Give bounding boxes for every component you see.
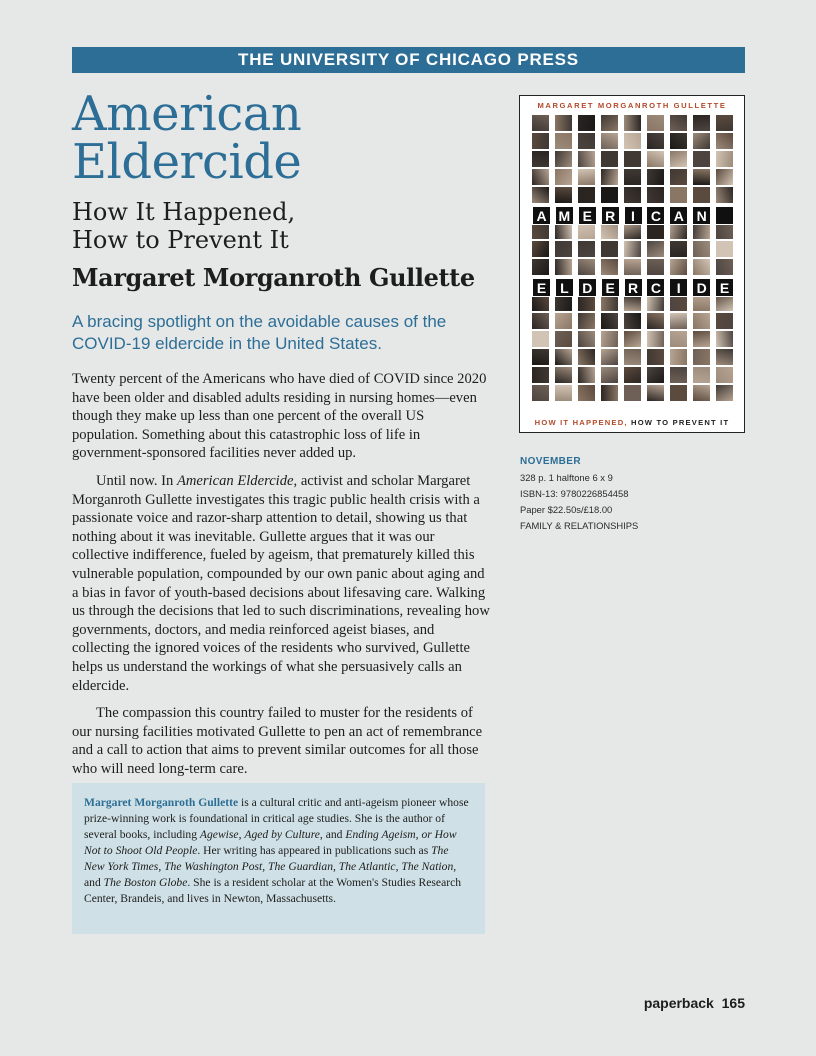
cover-photo-tile bbox=[647, 115, 664, 131]
cover-title-letter: C bbox=[646, 206, 665, 225]
cover-photo-tile bbox=[716, 133, 733, 149]
book-subtitle bbox=[72, 198, 492, 254]
cover-photo-tile bbox=[555, 349, 572, 365]
book-author: Margaret Morganroth Gullette bbox=[72, 263, 475, 292]
cover-photo-tile bbox=[693, 349, 710, 365]
bio-book: Ending Ageism, or How Not to Shoot Old People bbox=[84, 828, 457, 857]
cover-photo-tile bbox=[670, 133, 687, 149]
page-count: 328 p. 1 halftone 6 x 9 bbox=[520, 472, 613, 483]
cover-photo-tile bbox=[578, 331, 595, 347]
cover-title-american bbox=[532, 206, 734, 225]
cover-photo-tile bbox=[601, 187, 618, 203]
cover-title-eldercide bbox=[532, 278, 734, 297]
cover-photo-tile bbox=[578, 349, 595, 365]
cover-photo-tile bbox=[693, 241, 710, 257]
cover-photo-tile bbox=[670, 169, 687, 185]
cover-photo-tile bbox=[647, 187, 664, 203]
cover-photo-tile bbox=[670, 313, 687, 329]
cover-photo-tile bbox=[624, 349, 641, 365]
cover-photo-tile bbox=[624, 133, 641, 149]
cover-photo-tile bbox=[601, 133, 618, 149]
cover-photo-tile bbox=[647, 331, 664, 347]
author-bio bbox=[72, 783, 485, 934]
cover-photo-tile bbox=[693, 259, 710, 275]
section-label: paperback bbox=[643, 995, 714, 1011]
cover-photo-tile bbox=[532, 259, 549, 275]
cover-photo-tile bbox=[532, 133, 549, 149]
cover-photo-tile bbox=[555, 313, 572, 329]
cover-title-letter bbox=[715, 206, 734, 225]
cover-photo-tile bbox=[555, 133, 572, 149]
cover-photo-tile bbox=[716, 169, 733, 185]
cover-photo-tile bbox=[716, 187, 733, 203]
cover-photo-tile bbox=[624, 313, 641, 329]
cover-photo-tile bbox=[716, 241, 733, 257]
cover-photo-tile bbox=[647, 385, 664, 401]
cover-photo-tile bbox=[693, 313, 710, 329]
price: Paper $22.50s/£18.00 bbox=[520, 504, 613, 515]
cover-photo-tile bbox=[532, 331, 549, 347]
bio-publication: The Boston Globe bbox=[103, 876, 188, 889]
cover-photo-tile bbox=[532, 313, 549, 329]
cover-photo-tile bbox=[601, 385, 618, 401]
bio-book: Aged by Culture bbox=[244, 828, 320, 841]
bio-text: . Her writing has appeared in publications such as bbox=[197, 844, 432, 857]
cover-photo-tile bbox=[555, 115, 572, 131]
cover-photo-tile bbox=[670, 115, 687, 131]
cover-photo-tile bbox=[670, 241, 687, 257]
cover-subtitle bbox=[520, 418, 744, 427]
bio-publication: The Atlantic bbox=[338, 860, 396, 873]
cover-photo-tile bbox=[532, 367, 549, 383]
cover-title-letter: I bbox=[669, 278, 688, 297]
cover-photo-tile bbox=[601, 331, 618, 347]
cover-photo-tile bbox=[555, 367, 572, 383]
subtitle-line-1: How It Happened, bbox=[72, 198, 296, 226]
book-cover bbox=[519, 95, 745, 433]
bio-text: . She is a resident scholar at the Women's Studies Research Center, Brandeis, and lives in Newton, Massachusetts. bbox=[84, 876, 462, 905]
cover-photo-tile bbox=[624, 259, 641, 275]
cover-photo-tile bbox=[578, 385, 595, 401]
cover-photo-tile bbox=[578, 169, 595, 185]
cover-photo-tile bbox=[578, 313, 595, 329]
bio-text: , and bbox=[319, 828, 346, 841]
cover-photo-tile bbox=[532, 151, 549, 167]
cover-photo-tile bbox=[647, 367, 664, 383]
cover-photo-tile bbox=[716, 367, 733, 383]
cover-title-letter: M bbox=[555, 206, 574, 225]
description bbox=[72, 370, 490, 787]
cover-photo-tile bbox=[647, 169, 664, 185]
book-details bbox=[520, 454, 746, 534]
cover-title-letter: R bbox=[624, 278, 643, 297]
cover-photo-tile bbox=[601, 259, 618, 275]
cover-photo-tile bbox=[693, 187, 710, 203]
cover-photo-tile bbox=[693, 331, 710, 347]
bio-text: , bbox=[238, 828, 245, 841]
cover-photo-tile bbox=[670, 151, 687, 167]
description-paragraph-1: Twenty percent of the Americans who have died of COVID since 2020 have been older and disabled adults residing in nursing homes—even though they make up less than one percent of the overall US population. Something about this catastrophic loss of life in government-sponsored facilities never added up. bbox=[72, 371, 487, 462]
cover-photo-tile bbox=[555, 385, 572, 401]
cover-photo-tile bbox=[693, 115, 710, 131]
cover-photo-tile bbox=[555, 169, 572, 185]
cover-photo-tile bbox=[578, 259, 595, 275]
cover-photo-tile bbox=[532, 187, 549, 203]
cover-photo-tile bbox=[532, 385, 549, 401]
title-line-1: American bbox=[72, 86, 302, 142]
cover-photo-tile bbox=[716, 349, 733, 365]
cover-photo-tile bbox=[601, 115, 618, 131]
cover-photo-tile bbox=[601, 367, 618, 383]
cover-title-letter: A bbox=[669, 206, 688, 225]
cover-photo-tile bbox=[647, 133, 664, 149]
bio-publication: The Washington Post bbox=[164, 860, 263, 873]
bio-text: , and bbox=[84, 860, 457, 889]
cover-photo-tile bbox=[601, 241, 618, 257]
p2-book-title: American Eldercide bbox=[176, 472, 294, 489]
bio-text: , bbox=[333, 860, 339, 873]
cover-photo-tile bbox=[647, 313, 664, 329]
cover-photo-tile bbox=[670, 259, 687, 275]
cover-photo-tile bbox=[670, 385, 687, 401]
cover-photo-tile bbox=[624, 187, 641, 203]
cover-title-letter: R bbox=[601, 206, 620, 225]
bio-publication: The Guardian bbox=[268, 860, 333, 873]
cover-photo-tile bbox=[716, 223, 733, 239]
p2-lead: Until now. In bbox=[96, 472, 177, 489]
cover-photo-tile bbox=[670, 331, 687, 347]
cover-photo-tile bbox=[601, 169, 618, 185]
cover-photo-tile bbox=[578, 151, 595, 167]
cover-photo-tile bbox=[693, 367, 710, 383]
bio-book: Agewise bbox=[199, 828, 239, 841]
cover-photo-tile bbox=[601, 313, 618, 329]
tagline: A bracing spotlight on the avoidable causes of the COVID-19 eldercide in the United States. bbox=[72, 312, 447, 353]
page-footer bbox=[560, 995, 745, 1011]
cover-author: MARGARET MORGANROTH GULLETTE bbox=[537, 101, 727, 110]
cover-photo-tile bbox=[555, 151, 572, 167]
isbn: ISBN-13: 9780226854458 bbox=[520, 488, 629, 499]
publisher-banner: THE UNIVERSITY OF CHICAGO PRESS bbox=[72, 47, 745, 73]
bio-publication: The New York Times bbox=[84, 844, 449, 873]
cover-title-letter: I bbox=[624, 206, 643, 225]
cover-photo-tile bbox=[716, 313, 733, 329]
cover-photo-tile bbox=[601, 349, 618, 365]
cover-photo-tile bbox=[693, 151, 710, 167]
cover-photo-tile bbox=[578, 187, 595, 203]
description-paragraph-3: The compassion this country failed to muster for the residents of our nursing facilities motivated Gullette to pen an act of remembrance and a call to action that aims to prevent similar outcomes for all those who will need long-term care. bbox=[72, 705, 483, 777]
cover-title-letter: E bbox=[715, 278, 734, 297]
cover-title-letter: N bbox=[692, 206, 711, 225]
release-month: NOVEMBER bbox=[520, 456, 581, 467]
cover-subtitle-part-1: HOW IT HAPPENED, bbox=[534, 418, 628, 427]
cover-photo-tile bbox=[532, 349, 549, 365]
page-number: 165 bbox=[721, 995, 745, 1011]
cover-photo-tile bbox=[670, 187, 687, 203]
cover-title-letter: C bbox=[646, 278, 665, 297]
cover-title-letter: E bbox=[601, 278, 620, 297]
cover-photo-tile bbox=[647, 151, 664, 167]
cover-photo-tile bbox=[647, 349, 664, 365]
cover-photo-tile bbox=[555, 331, 572, 347]
cover-photo-grid bbox=[532, 115, 734, 412]
bio-text: , bbox=[262, 860, 269, 873]
cover-photo-tile bbox=[578, 115, 595, 131]
cover-photo-tile bbox=[624, 115, 641, 131]
cover-photo-tile bbox=[624, 241, 641, 257]
cover-photo-tile bbox=[555, 259, 572, 275]
cover-photo-tile bbox=[578, 367, 595, 383]
cover-photo-tile bbox=[693, 385, 710, 401]
cover-title-letter: E bbox=[532, 278, 551, 297]
cover-photo-tile bbox=[532, 169, 549, 185]
cover-photo-tile bbox=[716, 385, 733, 401]
bio-publication: The Nation bbox=[401, 860, 454, 873]
cover-title-letter: D bbox=[578, 278, 597, 297]
bio-text: is a cultural critic and anti-ageism pioneer whose prize-winning work is foundational in critical age studies. She is the author of several books, including bbox=[84, 796, 469, 841]
cover-photo-tile bbox=[716, 115, 733, 131]
cover-title-letter: E bbox=[578, 206, 597, 225]
cover-photo-tile bbox=[716, 151, 733, 167]
cover-photo-tile bbox=[532, 115, 549, 131]
cover-photo-tile bbox=[624, 169, 641, 185]
cover-title-letter: L bbox=[555, 278, 574, 297]
cover-photo-tile bbox=[624, 331, 641, 347]
cover-photo-tile bbox=[555, 241, 572, 257]
cover-photo-tile bbox=[693, 133, 710, 149]
cover-title-letter: D bbox=[692, 278, 711, 297]
cover-photo-tile bbox=[578, 241, 595, 257]
description-paragraph-2 bbox=[72, 472, 490, 695]
bio-author-name: Margaret Morganroth Gullette bbox=[84, 796, 239, 809]
cover-photo-tile bbox=[532, 241, 549, 257]
cover-photo-tile bbox=[716, 259, 733, 275]
cover-photo-tile bbox=[601, 151, 618, 167]
p2-rest: , activist and scholar Margaret Morganroth Gullette investigates this tragic public health crisis with a passionate voice and razor-sharp attention to detail, showing us that nothing about it was inevitable. Gullette argues that it was our collective indifference, fueled by ageism, that prematurely killed this vulnerable population, compounded by our own panic about aging and a bias in favor of youth-based decisions about lifesaving care. Walking us through the decisions that led to such discriminations, revealing how governments, doctors, and media reinforced ageist biases, and collecting the ignored voices of the residents who survived, Gullette helps us understand the workings of what she persuasively calls an eldercide. bbox=[72, 472, 490, 694]
category: FAMILY & RELATIONSHIPS bbox=[520, 520, 639, 531]
cover-photo-tile bbox=[647, 241, 664, 257]
cover-photo-tile bbox=[647, 259, 664, 275]
cover-subtitle-part-2: HOW TO PREVENT IT bbox=[627, 418, 730, 427]
cover-photo-tile bbox=[555, 187, 572, 203]
bio-text: , bbox=[158, 860, 165, 873]
title-line-2: Eldercide bbox=[72, 134, 302, 190]
cover-photo-tile bbox=[624, 367, 641, 383]
cover-photo-tile bbox=[670, 349, 687, 365]
cover-photo-tile bbox=[624, 385, 641, 401]
subtitle-line-2: How to Prevent It bbox=[72, 226, 289, 254]
cover-photo-tile bbox=[624, 151, 641, 167]
cover-photo-tile bbox=[578, 133, 595, 149]
bio-text: , bbox=[395, 860, 402, 873]
cover-title-letter: A bbox=[532, 206, 551, 225]
cover-photo-tile bbox=[716, 331, 733, 347]
book-title bbox=[72, 86, 492, 190]
cover-photo-tile bbox=[670, 367, 687, 383]
cover-photo-tile bbox=[693, 169, 710, 185]
